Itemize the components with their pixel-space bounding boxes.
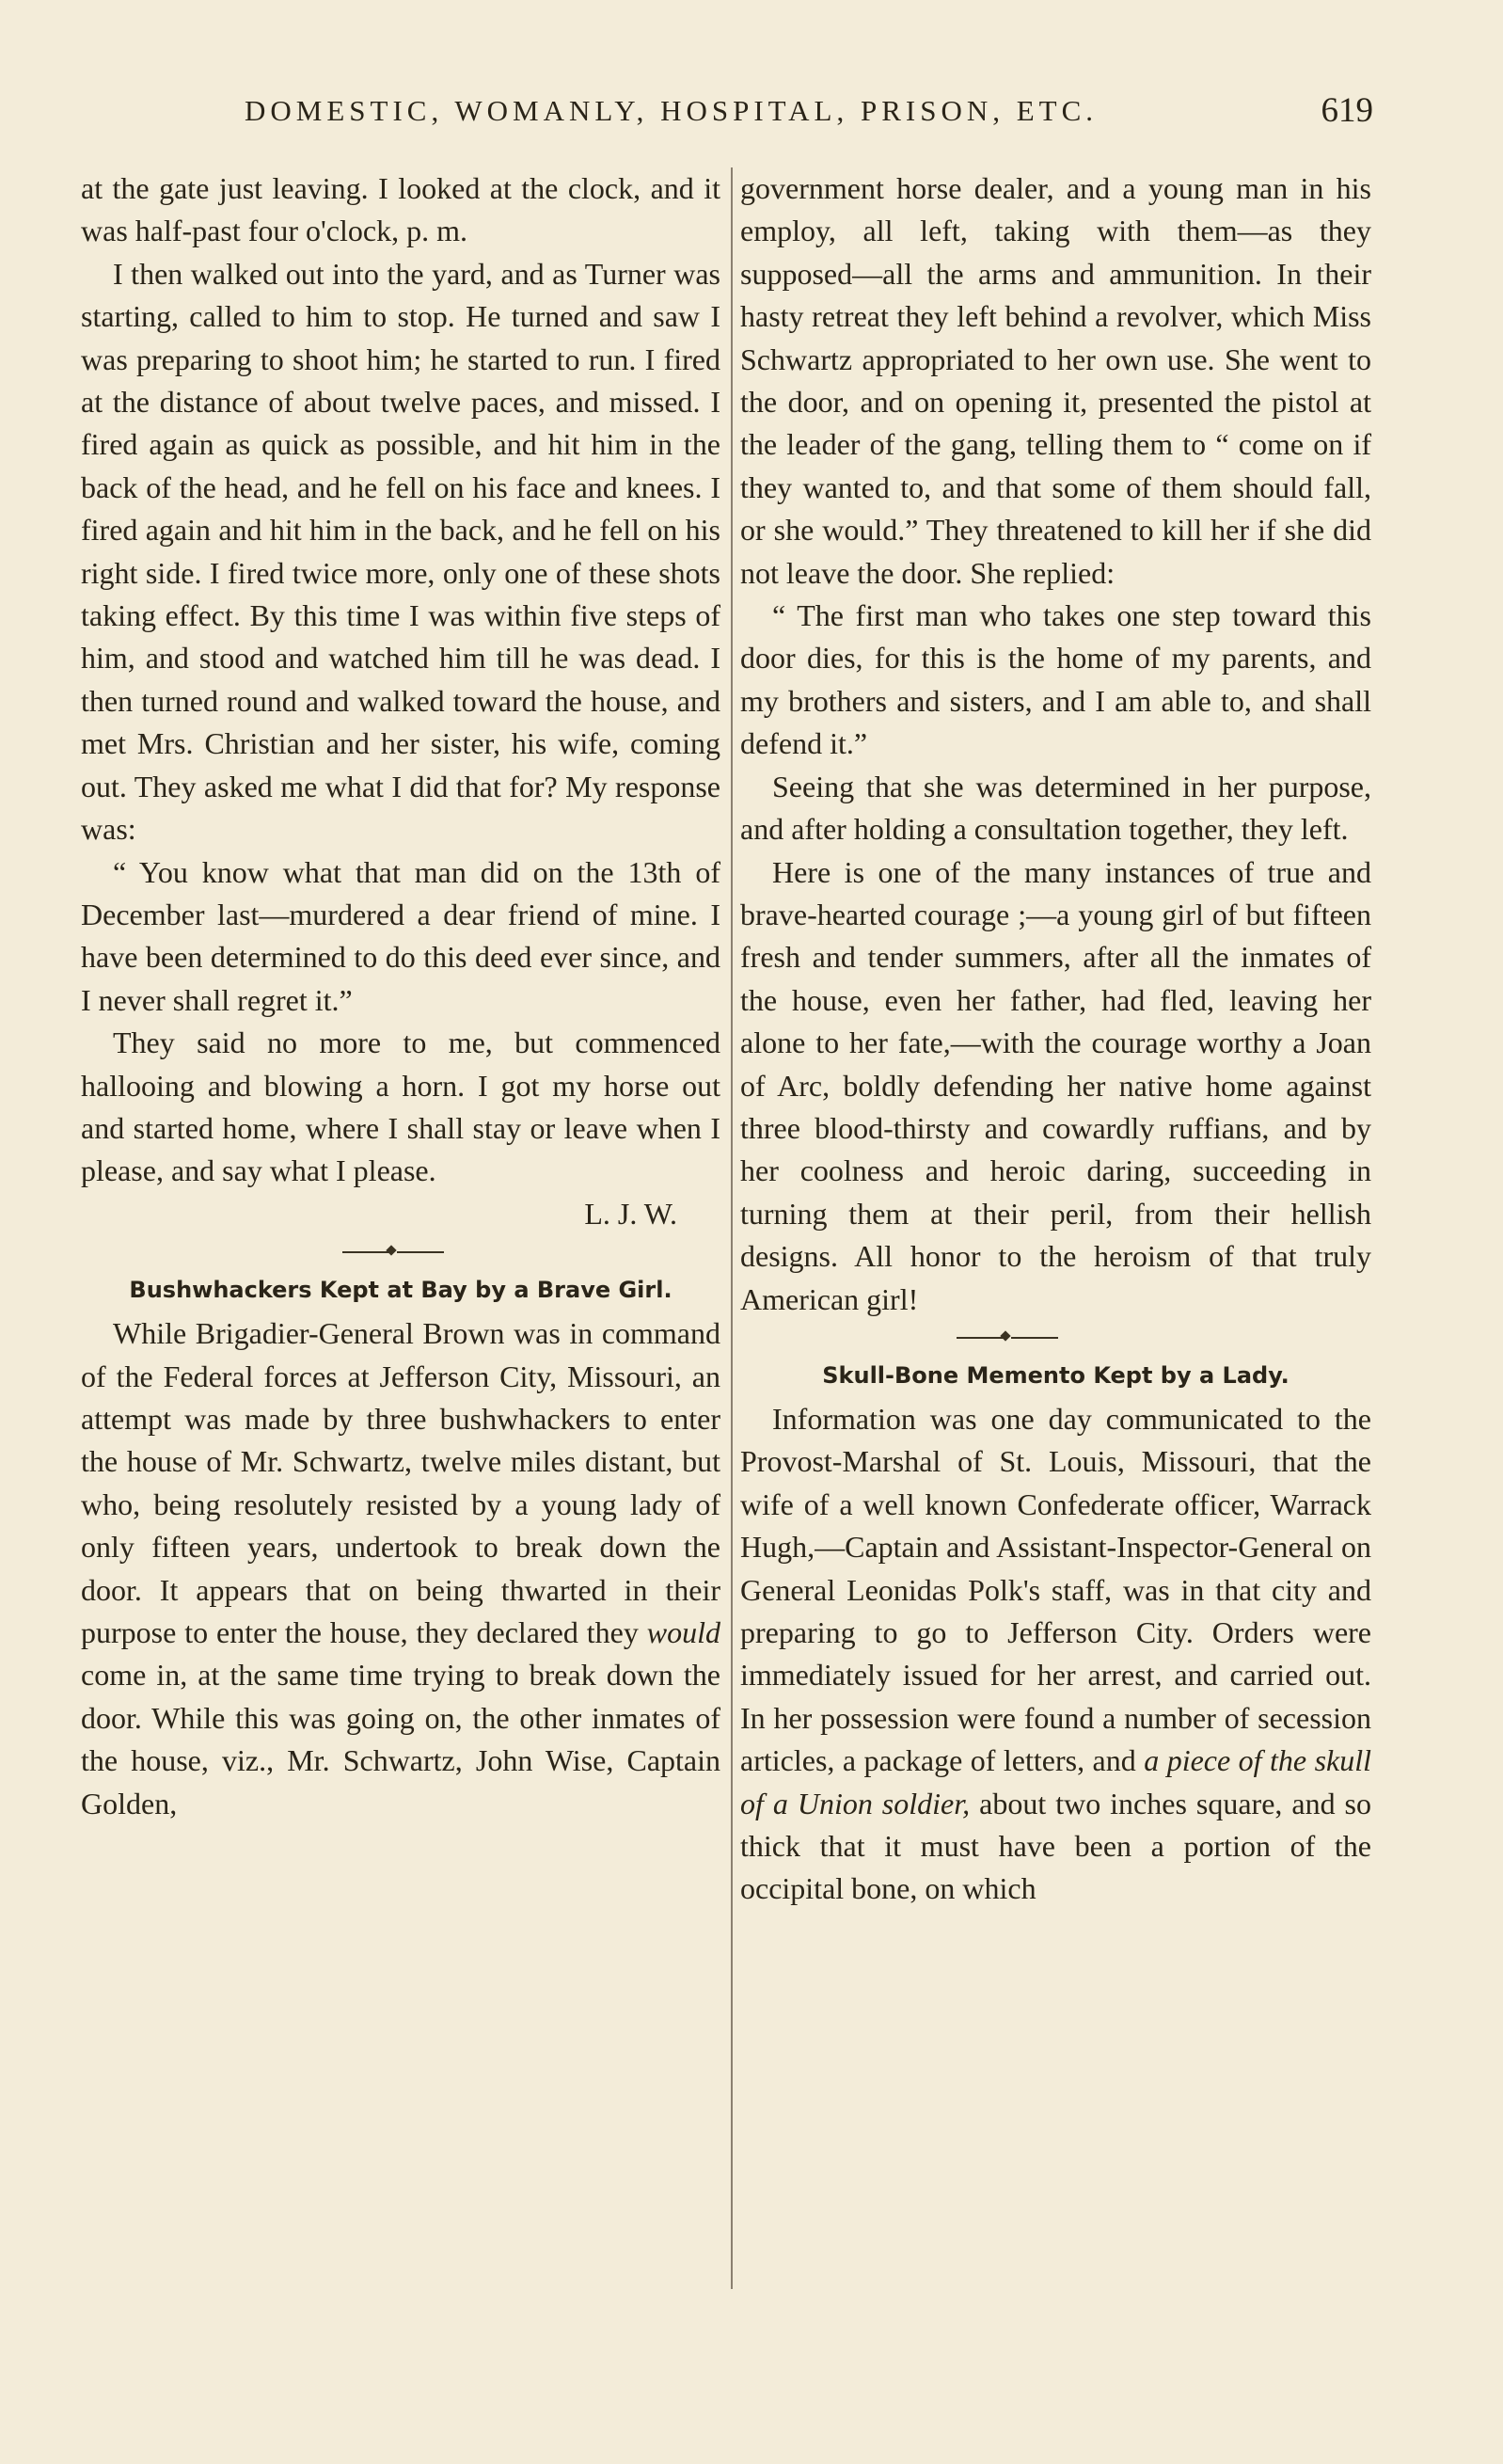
emphasis: would xyxy=(646,1615,720,1649)
section-divider xyxy=(740,1321,1371,1355)
paragraph: at the gate just leaving. I looked at the clock, and it was half-past four o'clock, p. m. xyxy=(81,171,720,248)
quoted-paragraph: “ You know what that man did on the 13th of December last—murdered a dear friend of mine. I have been determined to do this deed ever since, and I never shall regret it.” xyxy=(81,854,720,1017)
left-column xyxy=(81,167,720,1825)
text-run: come in, at the same time trying to break down the door. While this was going on, the other inmates of the house, viz., Mr. Schwartz, John Wise, Captain Golden, xyxy=(81,1658,720,1820)
section-heading: Skull-Bone Memento Kept by a Lady. xyxy=(822,1361,1289,1389)
quoted-paragraph: “ The first man who takes one step toward this door dies, for this is the home of my parents, and my brothers and sisters, and I am able to, and shall defend it.” xyxy=(740,598,1371,761)
section-heading: Bushwhackers Kept at Bay by a Brave Girl. xyxy=(129,1277,672,1304)
emphasis: a piece of the skull of a Union soldier, xyxy=(740,1743,1372,1820)
column-rule xyxy=(731,167,733,2289)
text-run: While Brigadier-General Brown was in command of the Federal forces at Jefferson City, Missouri, an attempt was made by three bushwhackers to enter the house of Mr. Schwartz, twelve miles distant, but who, being resolutely resisted by a young lady of only fifteen years, undertook to break down the door. It appears that on being thwarted in their purpose to enter the house, they declared they xyxy=(81,1316,720,1649)
paragraph: Seeing that she was determined in her purpose, and after holding a consultation together, they left. xyxy=(740,769,1371,847)
running-head xyxy=(245,91,1373,135)
paragraph: They said no more to me, but commenced hallooing and blowing a horn. I got my horse out and started home, where I shall stay or leave when I please, and say what I please. xyxy=(81,1025,720,1188)
section-divider xyxy=(81,1235,720,1269)
text-run: about two inches square, and so thick that it must have been a portion of the occipital bone, on which xyxy=(740,1786,1372,1906)
signature: L. J. W. xyxy=(584,1196,677,1231)
text-run: Information was one day communicated to the Provost-Marshal of St. Louis, Missouri, that the wife of a well known Confederate officer, Warrack Hugh,—Captain and Assistant-Inspector-General on General Leonidas Polk's staff, was in that city and preparing to go to Jefferson City. Orders were immediately issued for her arrest, and carried out. In her possession were found a number of secession articles, a package of letters, and xyxy=(740,1401,1371,1778)
page-number: 619 xyxy=(1321,91,1373,130)
paragraph xyxy=(740,1398,1371,1911)
paragraph: I then walked out into the yard, and as Turner was starting, called to him to stop. He turned and saw I was preparing to shoot him; he started to run. I fired at the distance of about twelve paces, and missed. I fired again as quick as possible, and hit him in the back of the head, and he fell on his face and knees. I fired again and hit him in the back, and he fell on his right side. I fired twice more, only one of these shots taking effect. By this time I was within five steps of him, and stood and watched him till he was dead. I then turned round and walked toward the house, and met Mrs. Christian and her sister, his wife, coming out. They asked me what I did that for? My response was: xyxy=(81,256,720,847)
paragraph xyxy=(81,1312,720,1825)
paragraph: government horse dealer, and a young man in his employ, all left, taking with them—as they supposed—all the arms and ammunition. In their hasty retreat they left behind a revolver, which Miss Schwartz appropriated to her own use. She went to the door, and on opening it, presented the pistol at the leader of the gang, telling them to “ come on if they wanted to, and that some of them should fall, or she would.” They threatened to kill her if she did not leave the door. She replied: xyxy=(740,171,1371,590)
paragraph: Here is one of the many instances of true and brave-hearted courage ;—a young girl of but fifteen fresh and tender summers, after all the inmates of the house, even her father, had fled, leaving her alone to her fate,—with the courage worthy a Joan of Arc, boldly defending her native home against three blood-thirsty and cowardly ruffians, and by her coolness and heroic daring, succeeding in turning them at their peril, from their hellish designs. All honor to the heroism of that truly American girl! xyxy=(740,854,1371,1316)
right-column xyxy=(740,167,1371,1911)
running-title: DOMESTIC, WOMANLY, HOSPITAL, PRISON, ETC. xyxy=(245,94,1099,127)
